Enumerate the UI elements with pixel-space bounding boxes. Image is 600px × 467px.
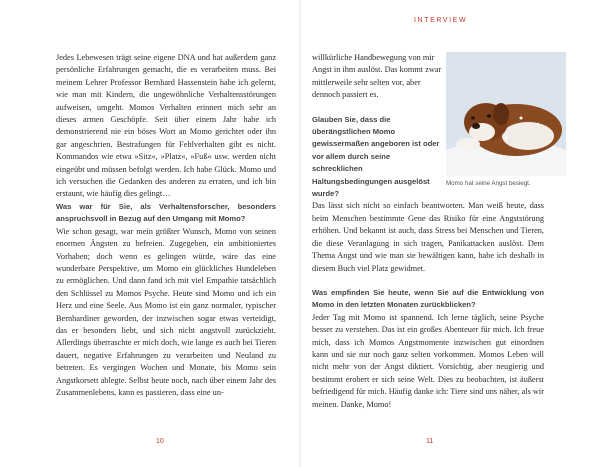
photo-caption: Momo hat seine Angst besiegt. [446, 180, 531, 187]
right-page-number: 11 [426, 438, 434, 445]
left-question: Was war für Sie, als Verhaltensforscher, besonders anspruchsvoll in Bezug auf den Umgang mit Momo? [56, 201, 276, 224]
right-paragraph-2: Das lässt sich nicht so einfach beantworten. Man weiß heute, dass beim Menschen bestimmte Gene das Risiko für eine Angststörung erhöhen. Und bekannt ist auch, dass Stress bei Menschen und Tieren, die diese Veranlagung in sich tragen, Panikattacken auslöst. Dem Thema Angst und wie man sie bewältigen kann, habe ich deshalb in diesem Buch viel Platz gewidmet. [312, 201, 544, 273]
right-page-text [312, 52, 544, 411]
left-page-number: 10 [156, 438, 164, 445]
right-question-1: Glauben Sie, dass die überängstlichen Momo gewissermaßen angeboren ist oder vor allem durch seine schrecklichen Haltungsbedingungen ausgelöst wurde? [312, 114, 440, 199]
left-paragraph-1: Jedes Lebewesen trägt seine eigene DNA und hat außerdem ganz persönliche Erfahrungen gemacht, die es verarbeiten muss. Bei meinem Lehrer Professor Bernhard Hassenstein habe ich gelernt, wie man mit Kindern, die ungewöhnliche Verhaltensstörungen aufweisen, umgeht. Momos Verhalten erinnert mich sehr an dieses armen Geschöpfe. Seit über einem Jahr habe ich demonstrierend nie ein böses Wort an Momo gerichtet oder ihn gar angeschrien. Bestrafungen für Fehlverhalten gibt es nicht. Kommandos wie etwa »Sitz«, »Platz«, »Fuß« usw. werden nicht eingeübt und müssen befolgt werden. Ich habe Glück. Momo und ich versuchen die Gedanken des anderen zu erraten, und ich bin erstaunt, wie häufig dies gelingt… [56, 53, 276, 199]
left-paragraph-2: Wie schon gesagt, war mein größter Wunsch, Momo von seinen enormen Ängsten zu befreien. Zugegeben, ein ambitioniertes Vorhaben; doch wenn es gelingen würde, wäre das eine wunderbare Perspektive, um Momo ein glückliches Hundeleben zu ermöglichen. Und dann fand ich mit viel Empathie tatsächlich den Schlüssel zu Momos Psyche. Heute sind Momo und ich ein Herz und eine Seele. Aus Momo ist ein ganz normaler, typischer Bernhardiner geworden, der inzwischen sogar etwas verteidigt, das er besonders liebt, und sich nicht angstvoll zurückzieht. Allerdings überraschte er mich doch, wie lange es auch bei Tieren dauert, negative Erfahrungen zu verarbeiten und Neuland zu betreten. Es vergingen Wochen und Monate, bis Momo sein Angstkorsett ablegte. Selbst heute noch, nach über einem Jahr des Zusammenlebens, kann es passieren, dass eine un- [56, 226, 276, 397]
right-paragraph-1: willkürliche Handbewegung von mir Angst in ihm auslöst. Das kommt zwar mittlerweile sehr selten vor, aber dennoch passiert es. [312, 53, 442, 100]
right-question-2: Was empfinden Sie heute, wenn Sie auf die Entwicklung von Momo in den letzten Monaten zurückblicken? [312, 287, 544, 310]
page-gutter [299, 0, 301, 467]
right-paragraph-3: Jeder Tag mit Momo ist spannend. Ich lerne täglich, seine Psyche besser zu verstehen. Das ist ein großes Abenteuer für mich. Ich freue mich, dass ich Momos Angstmomente inzwischen gut einordnen kann und sie nur noch ganz selten vorkommen. Momos Leben will nicht mehr von der Angst diktiert. Vorsichtig, aber neugierig und bestimmt erobert er sich seine Welt. Dies zu beobachten, ist äußerst befriedigend für mich. Häufig danke ich: Tiere sind uns näher, als wir meinen. Danke, Momo! [312, 312, 544, 409]
left-page-text [56, 52, 276, 399]
section-label: INTERVIEW [414, 17, 468, 24]
